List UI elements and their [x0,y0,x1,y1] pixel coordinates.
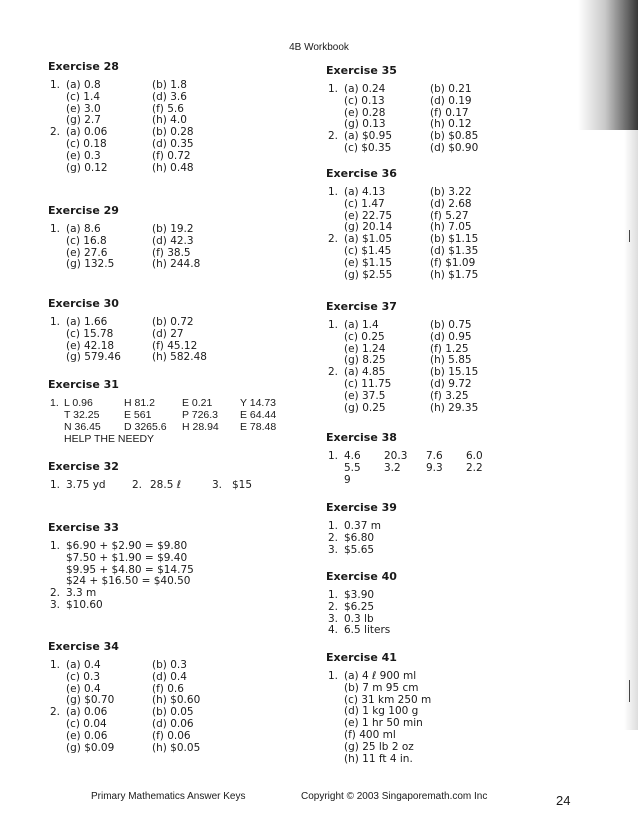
answer: (d) 1 kg 100 g [344,705,419,718]
answer: (e) $1.15 [344,256,393,269]
answer-line [326,741,596,753]
answer: (g) $0.70 [66,694,115,707]
decoded-message [48,433,318,445]
exercise-31 [48,378,318,445]
answer-line [48,694,318,706]
answer: $7.50 + $1.90 = $9.40 [66,551,188,564]
answer: (h) $0.60 [152,694,201,707]
answer: (b) 0.3 [152,659,187,671]
answer-line [48,138,318,150]
answer-line [326,245,596,257]
answer-line [48,103,318,115]
answer-line [48,328,318,340]
answer-line [326,130,596,142]
answer-line [326,544,596,556]
answer-line [48,730,318,742]
answer: (e) 3.0 [66,102,101,115]
exercise-title: Exercise 34 [48,640,119,653]
answer-line [326,107,596,119]
answer: (b) 0.21 [430,83,472,95]
answer-line [326,670,596,682]
answer: (d) 0.35 [152,137,194,150]
answer: 9.3 [426,462,443,474]
answer: (a) 4 ℓ 900 ml [344,670,417,682]
answer-line [48,683,318,695]
answer: (d) $1.35 [430,244,479,257]
answer: (a) $0.95 [344,130,393,143]
answer: (b) 0.28 [152,126,194,139]
answer-line [326,753,596,765]
item-number: 3. [328,612,339,625]
answer: (d) 0.95 [430,330,472,343]
exercise-38 [326,431,596,486]
item-number: 1. [50,79,61,91]
answer-line [48,742,318,754]
answer: (a) 8.6 [66,223,101,235]
answer-line [48,575,318,587]
answer: 20.3 [384,450,408,462]
answer: 2.2 [466,462,483,474]
exercise-title: Exercise 30 [48,297,119,310]
answer: 28.5 ℓ [150,479,182,491]
scan-mark [629,230,630,242]
answer-line [326,624,596,636]
exercise-32-answers [48,479,318,491]
answer: (h) 29.35 [430,401,479,414]
answer-line [48,91,318,103]
exercise-title: Exercise 33 [48,521,119,534]
exercise-title: Exercise 38 [326,431,397,444]
code-cell: E 64.44 [240,409,277,421]
answer-line [326,729,596,741]
page-number: 24 [556,793,571,808]
answer: (c) $0.35 [344,141,392,154]
exercise-title: Exercise 35 [326,64,397,77]
answer: (g) 579.46 [66,351,121,364]
answer-line [326,186,596,198]
item-number: 2. [50,587,61,600]
answer: $3.90 [344,589,375,601]
answer: (a) 4.85 [344,366,386,379]
code-cell: N 36.45 [64,421,101,433]
answer-line [48,150,318,162]
code-cell: L 0.96 [64,397,93,409]
answer: (d) $0.90 [430,141,479,154]
answer-line [326,95,596,107]
answer-line [48,540,318,552]
item-number: 1. [50,397,59,409]
answer-line [326,118,596,130]
code-cell: E 78.48 [240,421,277,433]
answer: (e) 0.06 [66,729,108,742]
answer: (d) 9.72 [430,377,472,390]
answer: (a) 0.4 [66,659,101,671]
answer-line [326,233,596,245]
answer: $5.65 [344,543,375,556]
answer: (g) $0.09 [66,741,115,754]
answer: (g) 0.25 [344,401,386,414]
exercise-title: Exercise 31 [48,378,119,391]
answer: (d) 3.6 [152,90,187,103]
answer: (f) 1.25 [430,342,469,355]
answer-row [326,450,596,462]
answer-line [326,257,596,269]
answer: (d) 42.3 [152,234,194,247]
answer: $9.95 + $4.80 = $14.75 [66,563,194,576]
answer: (f) 38.5 [152,246,191,259]
answer: $6.90 + $2.90 = $9.80 [66,540,188,552]
item-number: 1. [50,659,61,671]
exercise-title: Exercise 32 [48,460,119,473]
answer: (f) 0.6 [152,682,184,695]
answer: (a) $1.05 [344,233,393,246]
answer: (b) 15.15 [430,366,479,379]
answer-line [326,694,596,706]
item-number: 2. [132,479,143,491]
answer-line [326,319,596,331]
answer-line [48,552,318,564]
exercise-35 [326,64,596,154]
item-number: 1. [50,540,61,552]
item-number: 1. [328,670,339,682]
answer: (a) 0.06 [66,126,108,139]
exercise-34 [48,640,318,753]
answer-line [326,717,596,729]
answer: (d) 0.19 [430,94,472,107]
code-cell: T 32.25 [64,409,100,421]
answer-line [326,378,596,390]
answer: (d) 0.4 [152,670,187,683]
answer: (g) $2.55 [344,268,393,281]
answer: (b) 1.8 [152,79,187,91]
item-number: 1. [50,223,61,235]
page-header: 4B Workbook [289,42,349,53]
answer-line [326,331,596,343]
answer: (c) 1.47 [344,197,385,210]
answer-line [48,659,318,671]
answer: $6.80 [344,531,375,544]
answer: (b) 7 m 95 cm [344,681,419,694]
item-number: 2. [328,366,339,379]
code-cell: H 28.94 [182,421,219,433]
answer: (a) 1.4 [344,319,379,331]
answer: (h) 582.48 [152,351,207,364]
answer: (b) 3.22 [430,186,472,198]
code-row [48,421,318,433]
answer: (f) $1.09 [430,256,476,269]
item-number: 3. [50,598,61,611]
answer: (f) 5.6 [152,102,184,115]
answer-line [48,247,318,259]
answer-line [326,532,596,544]
exercise-title: Exercise 29 [48,204,119,217]
answer: 0.3 lb [344,612,374,625]
answer: (h) 4.0 [152,114,187,127]
answer: (g) 25 lb 2 oz [344,740,414,753]
answer: (f) 0.17 [430,106,469,119]
message-text: HELP THE NEEDY [64,433,155,445]
exercise-title: Exercise 28 [48,60,119,73]
answer: (f) 400 ml [344,728,396,741]
answer: (h) $1.75 [430,268,479,281]
answer: (h) 5.85 [430,354,472,367]
answer: (b) $1.15 [430,233,479,246]
answer: (b) 0.72 [152,316,194,328]
answer-line [48,718,318,730]
answer-line [326,390,596,402]
answer: (g) 132.5 [66,258,115,271]
code-cell: D 3265.6 [124,421,167,433]
answer: (c) 1.4 [66,90,101,103]
answer: (h) 0.48 [152,161,194,174]
answer-line [326,269,596,281]
answer: 5.5 [344,462,361,474]
answer-line [326,343,596,355]
answer: (e) 27.6 [66,246,108,259]
answer: 3.3 m [66,587,97,600]
item-number: 2. [50,126,61,139]
answer: (e) 22.75 [344,209,393,222]
answer-line [326,705,596,717]
answer: (h) $0.05 [152,741,201,754]
code-row [48,397,318,409]
code-cell: Y 14.73 [240,397,277,409]
exercise-37 [326,300,596,413]
answer: (e) 1.24 [344,342,386,355]
answer: 6.5 liters [344,624,391,637]
item-number: 4. [328,624,339,637]
item-number: 1. [328,589,339,601]
answer-line [48,340,318,352]
answer: (b) 19.2 [152,223,194,235]
answer-line [48,316,318,328]
exercise-39 [326,501,596,555]
answer-line [48,223,318,235]
answer: (e) 0.3 [66,149,101,162]
item-number: 1. [328,520,339,532]
answer: (a) 0.06 [66,706,108,719]
answer: (f) 0.06 [152,729,191,742]
answer: (e) 42.18 [66,339,115,352]
exercise-41 [326,651,596,764]
item-number: 1. [328,83,339,95]
answer: (c) 11.75 [344,377,392,390]
item-number: 1. [328,450,339,462]
exercise-29 [48,204,318,270]
answer: (d) 27 [152,327,184,340]
answer-line [48,126,318,138]
answer: (d) 0.06 [152,717,194,730]
answer: (h) 0.12 [430,118,472,131]
exercise-title: Exercise 36 [326,167,397,180]
answer: (c) 0.18 [66,137,107,150]
exercise-33 [48,521,318,611]
item-number: 2. [328,130,339,143]
answer: (e) 37.5 [344,389,386,402]
answer-row [326,462,596,474]
answer: (c) 0.13 [344,94,385,107]
answer: (f) 3.25 [430,389,469,402]
answer: (a) 0.8 [66,79,101,91]
answer-line [48,351,318,363]
answer: (c) 0.3 [66,670,101,683]
answer: (g) 2.7 [66,114,101,127]
answer: 3.2 [384,462,401,474]
answer: (g) 8.25 [344,354,386,367]
answer-line [326,682,596,694]
answer: (f) 5.27 [430,209,469,222]
answer-line [326,198,596,210]
answer: (a) 0.24 [344,83,386,95]
answer: (f) 0.72 [152,149,191,162]
answer: (f) 45.12 [152,339,198,352]
exercise-title: Exercise 41 [326,651,397,664]
answer-line [48,114,318,126]
answer: (b) 0.05 [152,706,194,719]
answer-row [326,474,596,486]
answer: (h) 7.05 [430,221,472,234]
answer-line [48,671,318,683]
answer-line [326,221,596,233]
answer: 7.6 [426,450,443,462]
answer: (g) 0.13 [344,118,386,131]
answer: (b) 0.75 [430,319,472,331]
answer: $15 [232,479,253,491]
answer: $24 + $16.50 = $40.50 [66,575,191,588]
answer-line [326,210,596,222]
answer-line [326,613,596,625]
exercise-title: Exercise 37 [326,300,397,313]
answer: (a) 4.13 [344,186,386,198]
code-cell: H 81.2 [124,397,155,409]
answer: $6.25 [344,600,375,613]
answer: (h) 244.8 [152,258,201,271]
answer-line [48,79,318,91]
answer: (e) 0.4 [66,682,101,695]
answer: (c) 16.8 [66,234,107,247]
answer: (c) 0.04 [66,717,107,730]
answer: (c) 0.25 [344,330,385,343]
scan-mark [629,680,630,702]
answer: 0.37 m [344,520,381,532]
answer: (e) 1 hr 50 min [344,717,423,730]
answer-line [48,599,318,611]
item-number: 3. [212,479,223,491]
item-number: 1. [328,319,339,331]
code-cell: E 561 [124,409,152,421]
item-number: 3. [328,543,339,556]
answer: 3.75 yd [66,479,106,491]
answer-line [48,587,318,599]
answer-line [326,354,596,366]
answer-line [326,520,596,532]
answer: (a) 1.66 [66,316,108,328]
answer: (c) 31 km 250 m [344,693,432,706]
answer: (c) 15.78 [66,327,114,340]
code-cell: E 0.21 [182,397,213,409]
footer-title: Primary Mathematics Answer Keys [91,791,246,802]
answer-line [48,235,318,247]
scan-edge-shade [624,130,638,730]
footer-copyright: Copyright © 2003 Singaporemath.com Inc [301,791,488,802]
answer-line [326,142,596,154]
answer-line [326,402,596,414]
exercise-32 [48,460,318,491]
answer-line [326,589,596,601]
answer: (g) 20.14 [344,221,393,234]
exercise-28 [48,60,318,173]
answer: (g) 0.12 [66,161,108,174]
exercise-40 [326,570,596,636]
answer: 4.6 [344,450,361,462]
answer-line [326,601,596,613]
answer: (b) $0.85 [430,130,479,143]
item-number: 1. [50,479,61,491]
answer-line [48,706,318,718]
answer: 9 [344,474,351,486]
answer-line [326,366,596,378]
answer: (h) 11 ft 4 in. [344,752,413,765]
item-number: 1. [328,186,339,198]
answer: (c) $1.45 [344,244,392,257]
code-row [48,409,318,421]
answer-line [326,83,596,95]
answer-line [48,162,318,174]
item-number: 1. [50,316,61,328]
item-number: 2. [328,233,339,246]
exercise-30 [48,297,318,363]
answer: (e) 0.28 [344,106,386,119]
code-cell: P 726.3 [182,409,219,421]
item-number: 2. [328,600,339,613]
exercise-title: Exercise 40 [326,570,397,583]
item-number: 2. [50,706,61,719]
exercise-36 [326,167,596,280]
exercise-title: Exercise 39 [326,501,397,514]
item-number: 2. [328,531,339,544]
answer: $10.60 [66,598,103,611]
answer: (d) 2.68 [430,197,472,210]
answer-line [48,564,318,576]
answer-line [48,258,318,270]
answer: 6.0 [466,450,483,462]
